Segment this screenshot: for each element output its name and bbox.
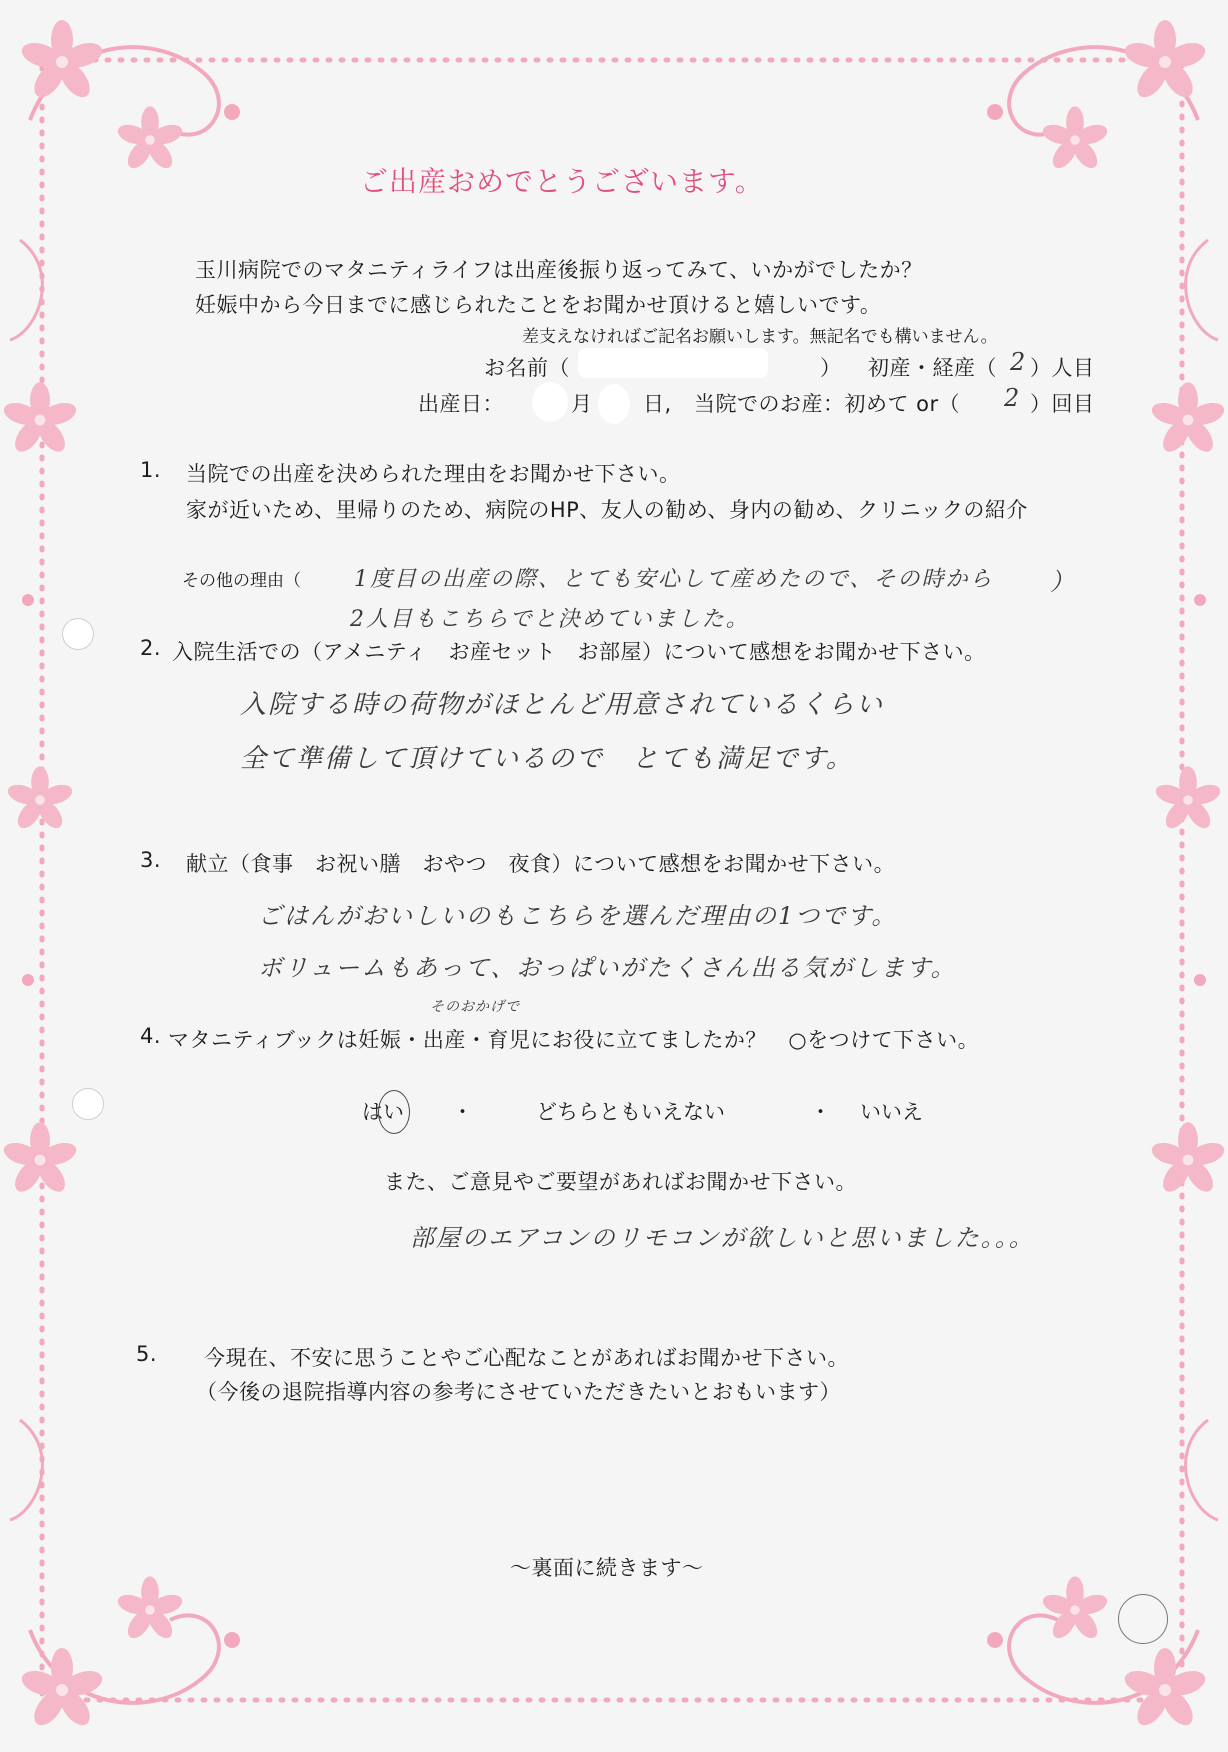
q3-question: 献立（食事 お祝い膳 おやつ 夜食）について感想をお聞かせ下さい。 [186,852,896,876]
q1-question: 当院での出産を決められた理由をお聞かせ下さい。 [186,462,681,486]
parity-label: 初産・経産（ [868,356,997,380]
day-label: 日, [643,392,672,416]
q2-answer-line-1: 入院する時の荷物がほとんど用意されているくらい [240,690,885,720]
q1-number: 1. [140,458,162,482]
q4-choice-no[interactable]: いいえ [860,1100,923,1124]
q2-question: 入院生活での（アメニティ お産セット お部屋）について感想をお聞かせ下さい。 [172,640,986,664]
q4-request-prompt: また、ご意見やご要望があればお聞かせ下さい。 [384,1170,857,1194]
intro-line-2: 妊娠中から今日までに感じられたことをお聞かせ頂けると嬉しいです。 [195,293,882,317]
q3-answer-note: そのおかげで [430,999,520,1015]
q5-question: 今現在、不安に思うことやご心配なことがあればお聞かせ下さい。 [204,1346,849,1370]
q4-number: 4. [140,1024,162,1048]
q1-answer-line-1: 1度目の出産の際、とても安心して産めたので、その時から [354,567,994,592]
q1-answer-line-2: 2人目もこちらでと決めていました。 [350,607,750,632]
q2-answer-line-2: 全て準備して頂けているので とても満足です。 [240,744,854,774]
q1-other-label: その他の理由（ [182,571,301,591]
q4-choice-neither[interactable]: どちらともいえない [536,1100,725,1124]
q4-separator-1: ・ [452,1100,473,1124]
birthdate-label: 出産日： [418,392,504,416]
hospital-birth-value: 2 [1004,384,1022,412]
punch-hole-bottom [72,1088,104,1120]
parity-suffix: ）人目 [1030,356,1095,380]
q4-separator-2: ・ [810,1100,831,1124]
q1-options: 家が近いため、里帰りのため、病院のHP、友人の勧め、身内の勧め、クリニックの紹介 [186,498,1028,522]
parity-value: 2 [1010,348,1028,376]
continue-on-back: 〜裏面に続きます〜 [510,1556,704,1580]
hospital-birth-label: 当院でのお産：初めて or（ [694,392,961,416]
name-close: ） [820,356,842,380]
form-title: ご出産おめでとうございます。 [360,165,764,198]
redacted-name [578,348,768,378]
q4-request-answer: 部屋のエアコンのリモコンが欲しいと思いました。。。 [410,1224,1035,1252]
punch-hole-top [62,618,94,650]
q3-number: 3. [140,848,162,872]
intro-line-1: 玉川病院でのマタニティライフは出産後振り返ってみて、いかがでしたか？ [195,258,923,282]
q4-yes-circle-mark [378,1090,410,1134]
q4-question: マタニティブックは妊娠・出産・育児にお役に立てましたか？ ○をつけて下さい。 [168,1028,980,1052]
q1-other-close: ） [1050,568,1076,596]
q5-subnote: （今後の退院指導内容の参考にさせていただきたいとおもいます） [196,1380,841,1404]
anonymous-note: 差支えなければご記名お願いします。無記名でも構いません。 [522,327,998,347]
hospital-birth-suffix: ）回目 [1030,392,1095,416]
corner-stamp-circle [1118,1594,1168,1644]
month-label: 月 [571,392,593,416]
redacted-month [532,382,568,422]
name-label: お名前（ [484,356,570,380]
q3-answer-line-2: ボリュームもあって、おっぱいがたくさん出る気がします。 [258,954,957,982]
q5-number: 5. [136,1342,158,1366]
q3-answer-line-1: ごはんがおいしいのもこちらを選んだ理由の1つです。 [258,902,898,930]
q2-number: 2. [140,636,162,660]
redacted-day [598,384,630,424]
q4-choice-yes[interactable]: はい [362,1100,404,1124]
